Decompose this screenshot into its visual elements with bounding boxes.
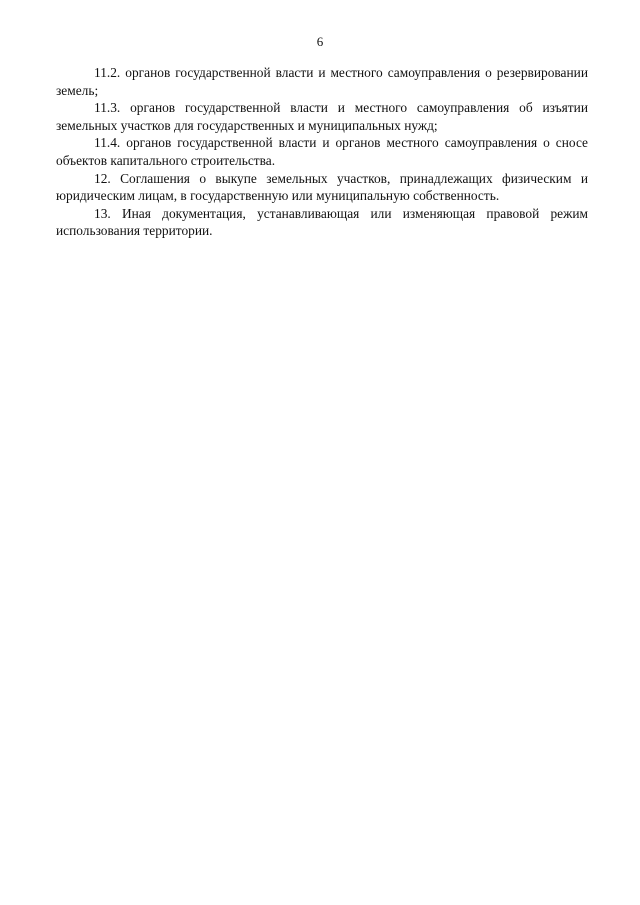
paragraph-12: 12. Соглашения о выкупе земельных участков, принадлежащих физическим и юридическим лицам, в государственную или муниципальную собственность.	[56, 170, 588, 204]
document-body	[56, 64, 588, 240]
paragraph-13: 13. Иная документация, устанавливающая или изменяющая правовой режим использования территории.	[56, 205, 588, 239]
page-number: 6	[316, 34, 324, 49]
paragraph-11-4: 11.4. органов государственной власти и органов местного самоуправления о сносе объектов капитального строительства.	[56, 135, 588, 168]
paragraph-11-3: 11.3. органов государственной власти и местного самоуправления об изъятии земельных участков для государственных и муниципальных нужд;	[56, 100, 588, 133]
paragraph-11-2: 11.2. органов государственной власти и местного самоуправления о резервировании земель;	[56, 65, 588, 98]
